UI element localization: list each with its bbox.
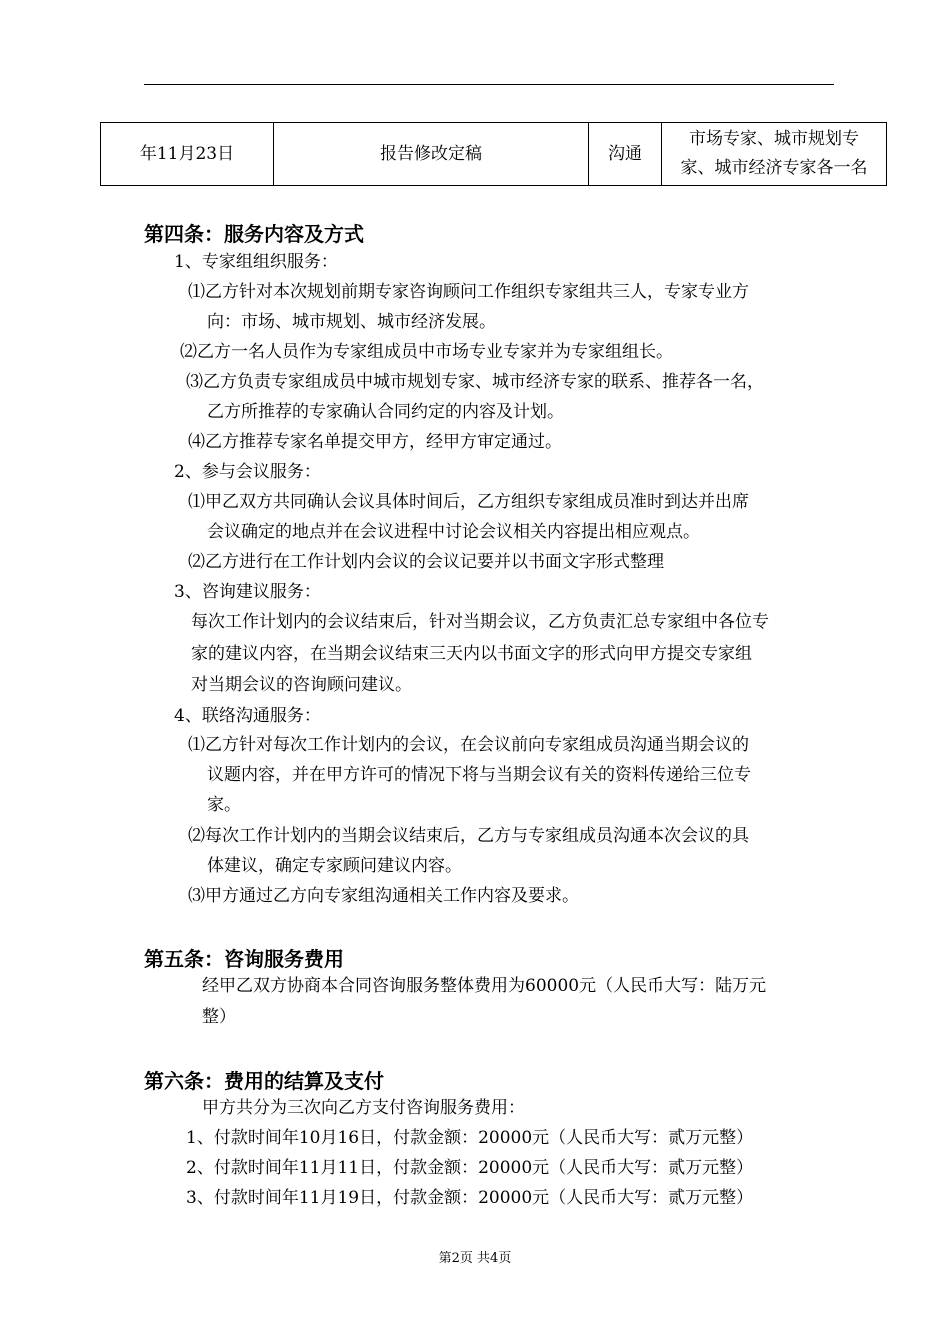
art4-s2-1b: 会议确定的地点并在会议进程中讨论会议相关内容提出相应观点。 xyxy=(207,522,700,542)
experts-cell xyxy=(662,123,887,186)
payment-1: 1、付款时间年10月16日，付款金额：20000元（人民币大写：贰万元整） xyxy=(186,1128,754,1148)
art4-s4-1a: ⑴乙方针对每次工作计划内的会议，在会议前向专家组成员沟通当期会议的 xyxy=(188,735,749,755)
art4-s2-1a: ⑴甲乙双方共同确认会议具体时间后，乙方组织专家组成员准时到达并出席 xyxy=(188,492,749,512)
art4-s4-2b: 体建议，确定专家顾问建议内容。 xyxy=(207,856,462,876)
art4-s1-3a: ⑶乙方负责专家组成员中城市规划专家、城市经济专家的联系、推荐各一名， xyxy=(186,372,764,392)
experts-line1: 市场专家、城市规划专 xyxy=(689,129,859,149)
art4-s4-3: ⑶甲方通过乙方向专家组沟通相关工作内容及要求。 xyxy=(188,886,579,906)
table-row xyxy=(101,123,887,186)
article4-title: 第四条：服务内容及方式 xyxy=(144,222,364,246)
article6-title: 第六条：费用的结算及支付 xyxy=(144,1069,384,1093)
date-cell: 年11月23日 xyxy=(101,123,274,186)
art4-s4-2a: ⑵每次工作计划内的当期会议结束后，乙方与专家组成员沟通本次会议的具 xyxy=(188,826,749,846)
task-cell: 报告修改定稿 xyxy=(274,123,589,186)
method-cell: 沟通 xyxy=(589,123,662,186)
payment-2: 2、付款时间年11月11日，付款金额：20000元（人民币大写：贰万元整） xyxy=(186,1158,754,1178)
art5-p-b: 整） xyxy=(202,1007,236,1027)
art4-s4: 4、联络沟通服务： xyxy=(174,706,321,726)
page-number: 第2页 共4页 xyxy=(438,1251,512,1266)
art4-s1-1b: 向：市场、城市规划、城市经济发展。 xyxy=(207,312,496,332)
payment-3: 3、付款时间年11月19日，付款金额：20000元（人民币大写：贰万元整） xyxy=(186,1188,754,1208)
art4-s3-a: 每次工作计划内的会议结束后，针对当期会议，乙方负责汇总专家组中各位专 xyxy=(191,612,769,632)
art4-s3: 3、咨询建议服务： xyxy=(174,582,321,602)
art4-s4-1b: 议题内容，并在甲方许可的情况下将与当期会议有关的资料传递给三位专 xyxy=(207,765,751,785)
art4-s1-1a: ⑴乙方针对本次规划前期专家咨询顾问工作组织专家组共三人，专家专业方 xyxy=(188,282,749,302)
art4-s2-2: ⑵乙方进行在工作计划内会议的会议记要并以书面文字形式整理 xyxy=(188,552,664,572)
art4-s2: 2、参与会议服务： xyxy=(174,462,321,482)
header-rule xyxy=(144,84,834,85)
art4-s3-c: 对当期会议的咨询顾问建议。 xyxy=(191,675,412,695)
art5-p-a: 经甲乙双方协商本合同咨询服务整体费用为60000元（人民币大写：陆万元 xyxy=(202,976,767,996)
art4-s1-2: ⑵乙方一名人员作为专家组成员中市场专业专家并为专家组组长。 xyxy=(180,342,673,362)
article5-title: 第五条：咨询服务费用 xyxy=(144,947,344,971)
art4-s3-b: 家的建议内容，在当期会议结束三天内以书面文字的形式向甲方提交专家组 xyxy=(191,644,752,664)
experts-line2: 家、城市经济专家各一名 xyxy=(680,158,868,178)
art4-s1-3b: 乙方所推荐的专家确认合同约定的内容及计划。 xyxy=(207,402,564,422)
art4-s1-4: ⑷乙方推荐专家名单提交甲方，经甲方审定通过。 xyxy=(188,432,562,452)
art4-s1: 1、专家组组织服务： xyxy=(174,252,338,272)
schedule-table xyxy=(100,122,887,186)
art4-s4-1c: 家。 xyxy=(207,795,241,815)
art6-intro: 甲方共分为三次向乙方支付咨询服务费用： xyxy=(202,1098,525,1118)
